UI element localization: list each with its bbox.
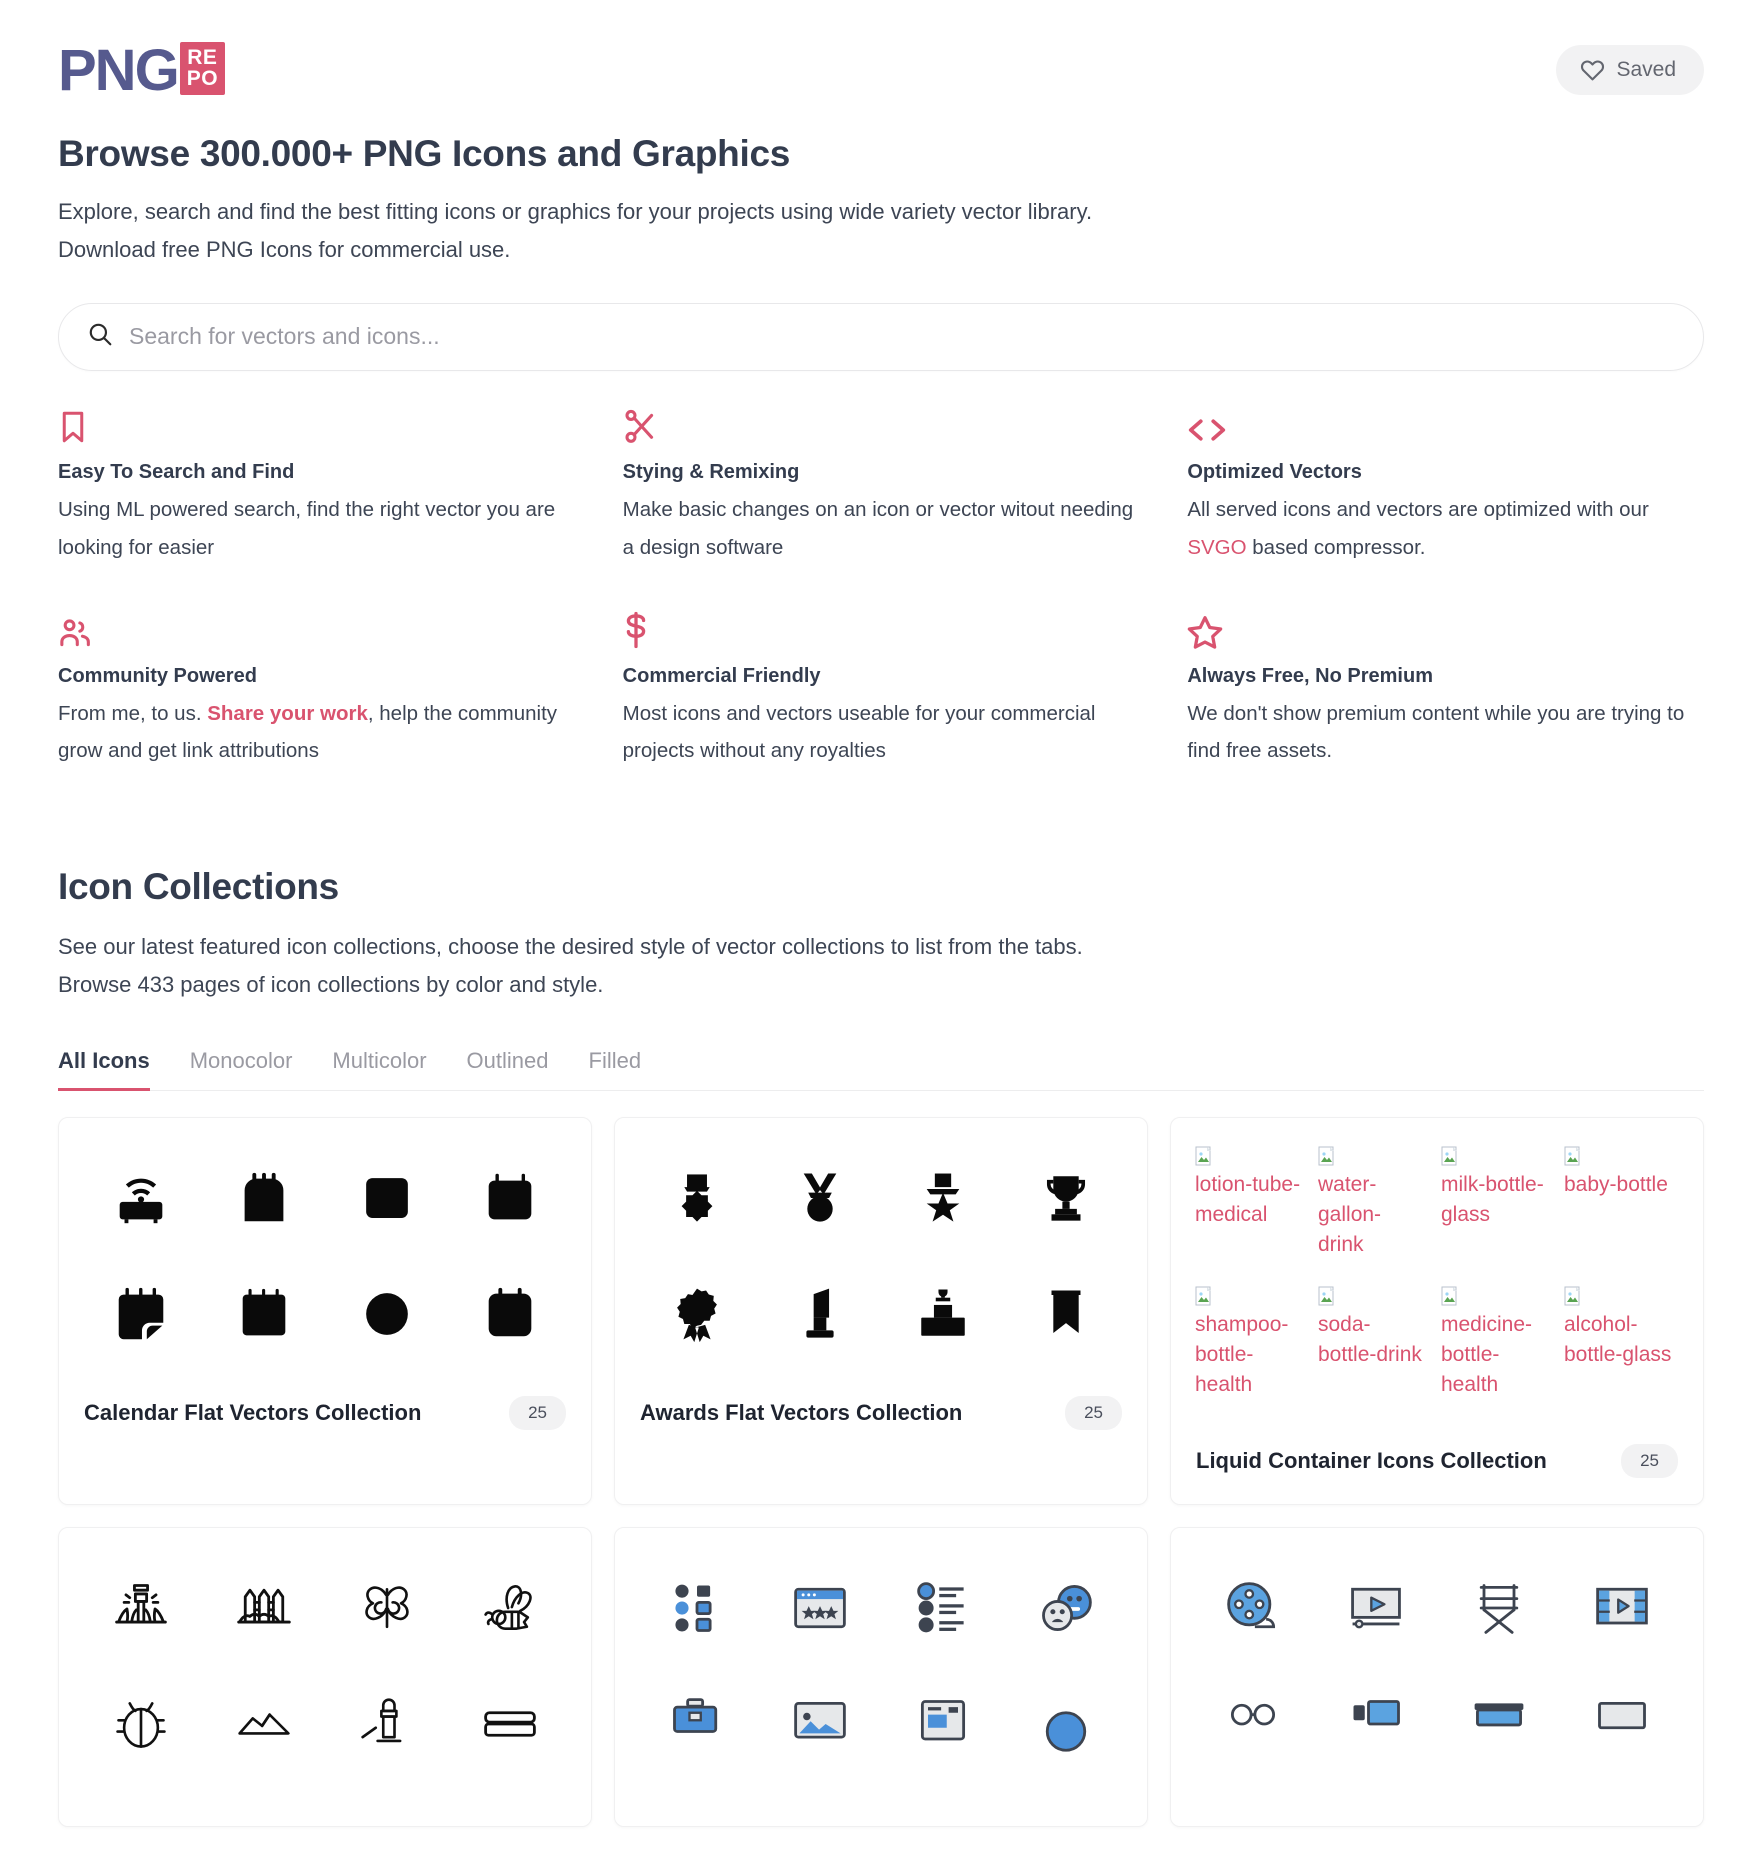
tab-multicolor[interactable]: Multicolor <box>332 1048 426 1091</box>
feature-description <box>1187 491 1704 567</box>
broken-image-alt: water-gallon-drink <box>1318 1173 1382 1256</box>
collection-card-liquid-container[interactable] <box>1170 1117 1704 1505</box>
logo-wordmark: PNG <box>58 37 178 103</box>
feature-desc-after: based compressor. <box>1246 535 1426 559</box>
tab-all-icons[interactable]: All Icons <box>58 1048 150 1091</box>
glasses-3d-icon[interactable] <box>1191 1672 1314 1776</box>
wifi-calendar-icon[interactable] <box>79 1146 202 1250</box>
tab-monocolor[interactable]: Monocolor <box>190 1048 293 1091</box>
logo-badge-line1: RE <box>187 46 218 69</box>
page-subtitle <box>58 193 1704 269</box>
feature-community-powered <box>58 609 575 771</box>
broken-image-icon[interactable] <box>1314 1286 1437 1414</box>
feature-always-free <box>1187 609 1704 771</box>
tab-outlined[interactable]: Outlined <box>467 1048 549 1091</box>
banner-icon[interactable] <box>1004 1262 1127 1366</box>
search-input[interactable] <box>129 323 1675 350</box>
star-outline-icon <box>1187 609 1704 649</box>
bookmark-icon <box>58 405 575 445</box>
trophy-icon[interactable] <box>1004 1146 1127 1250</box>
collection-card-row-1 <box>58 1117 1704 1505</box>
broken-image-alt: milk-bottle-glass <box>1441 1173 1544 1226</box>
card-footer <box>79 1366 571 1456</box>
code-brackets-icon <box>1187 405 1704 445</box>
feature-title: Always Free, No Premium <box>1187 664 1433 687</box>
tab-filled[interactable]: Filled <box>589 1048 642 1091</box>
feature-title: Stying & Remixing <box>622 460 800 483</box>
feature-easy-to-search <box>58 405 575 567</box>
ladybug-icon[interactable] <box>79 1672 202 1776</box>
broken-image-icon[interactable] <box>1314 1146 1437 1274</box>
section-subtitle-line-2: Browse 433 pages of icon collections by color and style. <box>58 972 604 998</box>
image-card-icon[interactable] <box>758 1672 881 1776</box>
fence-icon[interactable] <box>202 1556 325 1660</box>
first-place-icon[interactable] <box>758 1262 881 1366</box>
calendar-rings-icon[interactable] <box>448 1262 571 1366</box>
share-your-work-link[interactable]: Share your work <box>207 701 368 725</box>
director-chair-icon[interactable] <box>1437 1556 1560 1660</box>
feature-description: Using ML powered search, find the right vector you are looking for easier <box>58 497 556 559</box>
broken-image-icon[interactable] <box>1191 1146 1314 1274</box>
broken-image-icon[interactable] <box>1560 1286 1683 1414</box>
collection-name: Liquid Container Icons Collection <box>1196 1448 1547 1473</box>
settings-list-icon[interactable] <box>881 1556 1004 1660</box>
feature-title: Easy To Search and Find <box>58 460 295 483</box>
collection-tabs <box>58 1048 1704 1091</box>
feature-description: Make basic changes on an icon or vector witout needing a design software <box>622 497 1134 559</box>
broken-image-icon[interactable] <box>1437 1146 1560 1274</box>
rosette-ribbon-icon[interactable] <box>635 1262 758 1366</box>
feature-styling-remixing <box>623 405 1140 567</box>
card-icon-grid <box>79 1146 571 1366</box>
checklist-options-icon[interactable] <box>635 1556 758 1660</box>
collection-count-badge: 25 <box>509 1396 566 1430</box>
film-strip-icon[interactable] <box>1560 1556 1683 1660</box>
calendar-plain-icon[interactable] <box>202 1262 325 1366</box>
feature-grid <box>58 405 1704 771</box>
subtitle-line-1: Explore, search and find the best fitting icons or graphics for your projects using wide variety vector library. <box>58 199 1093 224</box>
card-icon-grid <box>635 1146 1127 1366</box>
saved-button[interactable] <box>1556 45 1704 95</box>
dollar-icon <box>623 609 1140 649</box>
podium-icon[interactable] <box>881 1262 1004 1366</box>
users-icon <box>58 609 575 649</box>
feature-optimized-vectors <box>1187 405 1704 567</box>
planter-box-icon[interactable] <box>448 1672 571 1776</box>
circle-icon[interactable] <box>1004 1672 1127 1776</box>
collection-name: Calendar Flat Vectors Collection <box>84 1400 422 1425</box>
feature-commercial-friendly <box>623 609 1140 771</box>
collection-card-calendar[interactable] <box>58 1117 592 1505</box>
feature-description <box>58 695 575 771</box>
search-bar[interactable] <box>58 303 1704 371</box>
site-header <box>58 0 1704 103</box>
feedback-faces-icon[interactable] <box>1004 1556 1127 1660</box>
calendar-note-icon[interactable] <box>79 1262 202 1366</box>
collection-card-interface[interactable] <box>614 1527 1148 1827</box>
broken-image-alt: lotion-tube-medical <box>1195 1173 1301 1226</box>
collection-card-garden[interactable] <box>58 1527 592 1827</box>
broken-image-alt: baby-bottle <box>1564 1173 1668 1196</box>
heart-icon <box>1580 58 1605 81</box>
screen-icon[interactable] <box>1560 1672 1683 1776</box>
monitor-video-icon[interactable] <box>1314 1672 1437 1776</box>
broken-image-alt: shampoo-bottle-health <box>1195 1313 1289 1396</box>
logo-badge-line2: PO <box>186 67 219 90</box>
broken-image-icon[interactable] <box>1437 1286 1560 1414</box>
clapper-board-icon[interactable] <box>1437 1672 1560 1776</box>
collection-card-cinema[interactable] <box>1170 1527 1704 1827</box>
butterfly-icon[interactable] <box>325 1556 448 1660</box>
collection-card-row-2 <box>58 1527 1704 1827</box>
feature-desc-before: All served icons and vectors are optimized with our <box>1187 497 1649 521</box>
page-title: Browse 300.000+ PNG Icons and Graphics <box>58 133 790 174</box>
svgo-link[interactable]: SVGO <box>1187 535 1247 559</box>
feature-description: We don't show premium content while you are trying to find free assets. <box>1187 701 1685 763</box>
search-icon <box>87 321 129 352</box>
medal-round-icon[interactable] <box>758 1146 881 1250</box>
medal-star-icon[interactable] <box>881 1146 1004 1250</box>
card-footer <box>635 1366 1127 1456</box>
section-subtitle <box>58 928 1704 1004</box>
feature-title: Commercial Friendly <box>622 664 821 687</box>
card-icon-grid <box>1191 1146 1683 1414</box>
browser-rating-icon[interactable] <box>758 1556 881 1660</box>
bee-icon[interactable] <box>448 1556 571 1660</box>
sprinkler-icon[interactable] <box>79 1556 202 1660</box>
section-subtitle-line-1: See our latest featured icon collections, choose the desired style of vector collections to list from the tabs. <box>58 934 1083 960</box>
calendar-rounded-top-icon[interactable] <box>202 1146 325 1250</box>
logo-badge <box>180 42 225 95</box>
saved-button-label: Saved <box>1616 57 1676 81</box>
broken-image-icon[interactable] <box>1191 1286 1314 1414</box>
feature-description: Most icons and vectors useable for your commercial projects without any royalties <box>622 701 1096 763</box>
pngrepo-logo[interactable] <box>58 37 225 103</box>
card-icon-grid <box>635 1556 1127 1776</box>
calendar-circle-icon[interactable] <box>325 1262 448 1366</box>
film-reel-icon[interactable] <box>1191 1556 1314 1660</box>
subtitle-line-2: Download free PNG Icons for commercial use. <box>58 236 511 262</box>
card-icon-grid <box>79 1556 571 1776</box>
collection-count-badge: 25 <box>1065 1396 1122 1430</box>
feature-title: Community Powered <box>58 664 257 687</box>
collection-name: Awards Flat Vectors Collection <box>640 1400 963 1425</box>
video-player-icon[interactable] <box>1314 1556 1437 1660</box>
calendar-clip-icon[interactable] <box>448 1146 571 1250</box>
scissors-icon <box>623 405 1140 445</box>
watering-can-icon[interactable] <box>325 1672 448 1776</box>
feature-desc-before: From me, to us. <box>58 701 208 725</box>
medal-badge-icon[interactable] <box>635 1146 758 1250</box>
calendar-square-icon[interactable] <box>325 1146 448 1250</box>
broken-image-icon[interactable] <box>1560 1146 1683 1274</box>
section-title-icon-collections: Icon Collections <box>58 866 339 908</box>
broken-image-alt: soda-bottle-drink <box>1318 1313 1422 1366</box>
card-icon-grid <box>1191 1556 1683 1776</box>
broken-image-alt: alcohol-bottle-glass <box>1564 1313 1672 1366</box>
broken-image-alt: medicine-bottle-health <box>1441 1313 1533 1396</box>
card-footer <box>1191 1414 1683 1504</box>
feature-desc-after: , help the community grow and get link attributions <box>58 701 558 763</box>
feature-title: Optimized Vectors <box>1187 460 1362 483</box>
toolbox-icon[interactable] <box>635 1672 758 1776</box>
collection-card-awards[interactable] <box>614 1117 1148 1505</box>
leaf-icon[interactable] <box>202 1672 325 1776</box>
collection-count-badge: 25 <box>1621 1444 1678 1478</box>
document-layout-icon[interactable] <box>881 1672 1004 1776</box>
